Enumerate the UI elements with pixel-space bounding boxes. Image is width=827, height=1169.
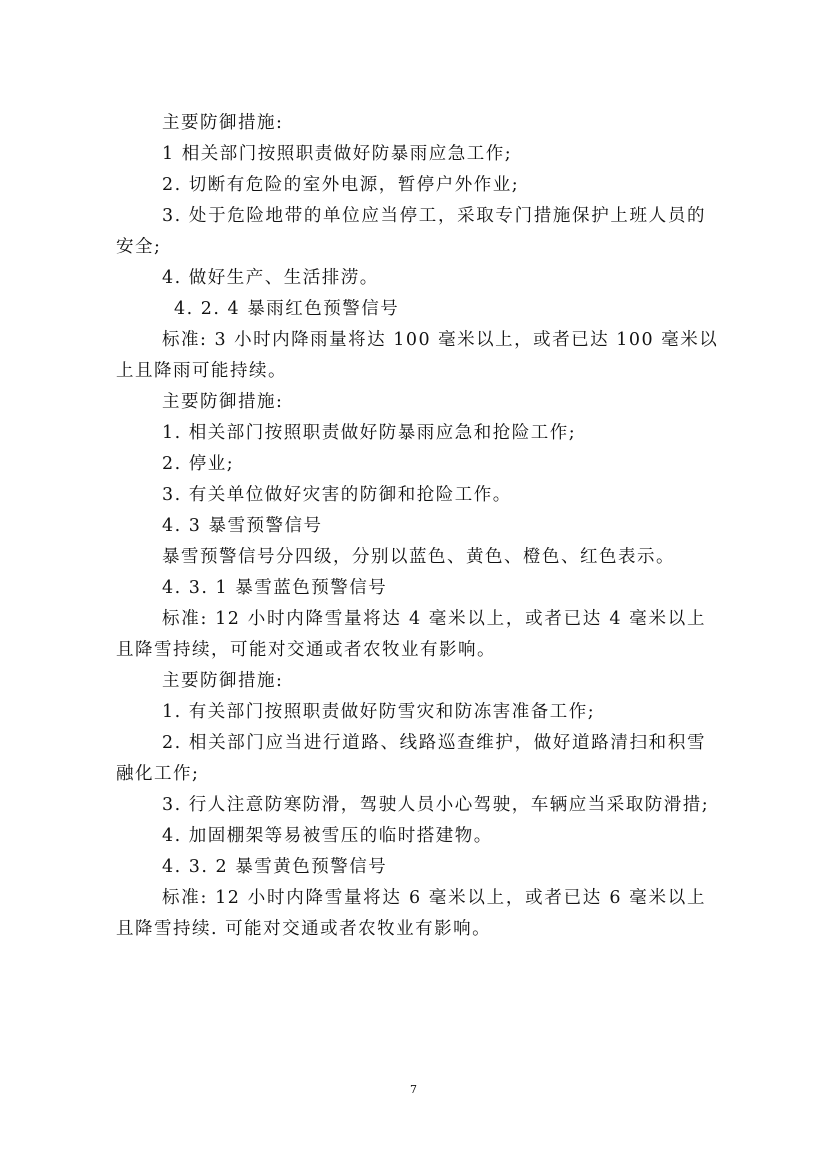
text-line: 1. 有关部门按照职责做好防雪灾和防冻害准备工作; <box>162 702 596 722</box>
text-line: 3. 处于危险地带的单位应当停工，采取专门措施保护上班人员的 <box>162 206 706 226</box>
document-body <box>116 108 719 945</box>
text-line: 安全; <box>116 237 162 257</box>
text-line: 主要防御措施: <box>162 671 284 691</box>
text-line: 标准: 12 小时内降雪量将达 6 毫米以上，或者已达 6 毫米以上 <box>162 888 706 908</box>
text-line: 4. 加固棚架等易被雪压的临时搭建物。 <box>162 826 493 846</box>
text-line: 3. 行人注意防寒防滑，驾驶人员小心驾驶，车辆应当采取防滑措; <box>162 795 710 815</box>
section-heading: 4. 3 暴雪预警信号 <box>162 516 323 536</box>
page-number: 7 <box>410 1083 417 1096</box>
text-line: 4. 做好生产、生活排涝。 <box>162 268 379 288</box>
text-line: 且降雪持续. 可能对交通或者农牧业有影响。 <box>116 919 492 939</box>
section-heading: 4. 3. 1 暴雪蓝色预警信号 <box>162 578 388 598</box>
text-line: 2. 停业; <box>162 454 235 474</box>
text-line: 主要防御措施: <box>162 392 284 412</box>
text-line: 标准: 12 小时内降雪量将达 4 毫米以上，或者已达 4 毫米以上 <box>162 609 706 629</box>
text-line: 1 相关部门按照职责做好防暴雨应急工作; <box>162 144 513 164</box>
text-line: 上且降雨可能持续。 <box>116 361 287 381</box>
text-line: 2. 切断有危险的室外电源，暂停户外作业; <box>162 175 520 195</box>
text-line: 标准: 3 小时内降雨量将达 100 毫米以上，或者已达 100 毫米以 <box>162 330 719 350</box>
text-line: 主要防御措施: <box>162 113 284 133</box>
text-line: 2. 相关部门应当进行道路、线路巡查维护，做好道路清扫和积雪 <box>162 733 706 753</box>
text-line: 3. 有关单位做好灾害的防御和抢险工作。 <box>162 485 512 505</box>
text-line: 且降雪持续，可能对交通或者农牧业有影响。 <box>116 640 496 660</box>
section-heading: 4. 2. 4 暴雨红色预警信号 <box>174 299 400 319</box>
text-line: 融化工作; <box>116 764 200 784</box>
text-line: 1. 相关部门按照职责做好防暴雨应急和抢险工作; <box>162 423 577 443</box>
text-line: 暴雪预警信号分四级，分别以蓝色、黄色、橙色、红色表示。 <box>162 547 675 567</box>
section-heading: 4. 3. 2 暴雪黄色预警信号 <box>162 857 388 877</box>
